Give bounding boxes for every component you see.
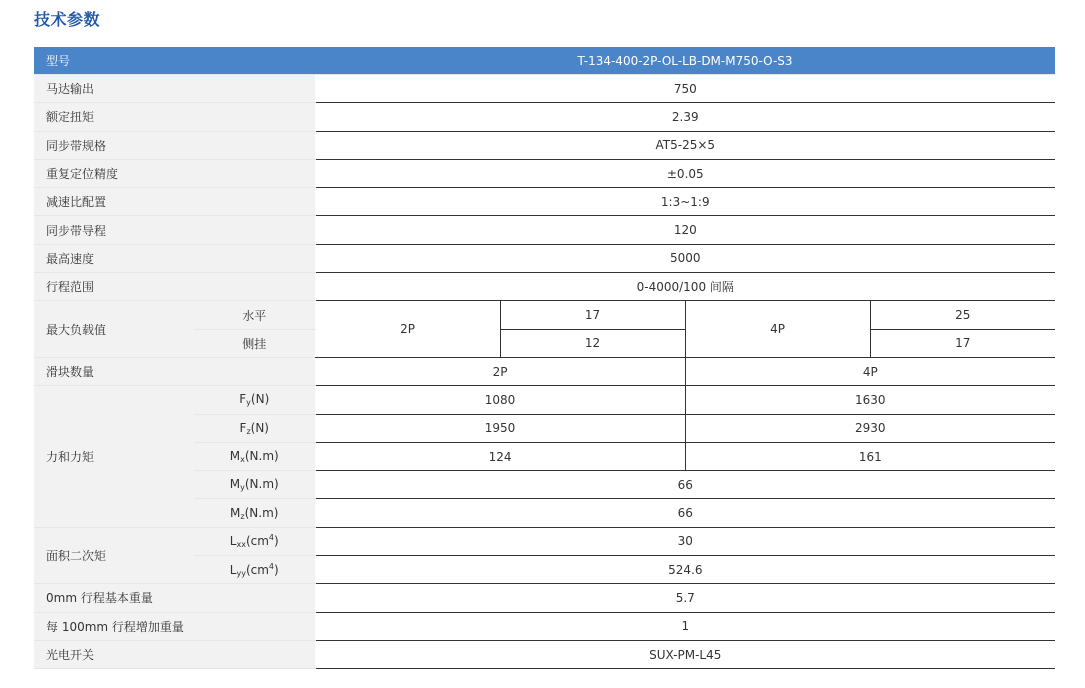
table-row-reduction-ratio	[34, 188, 1055, 216]
fz-4p-value: 2930	[685, 414, 1055, 442]
section-title: 技术参数	[34, 10, 101, 29]
table-row-repeat-accuracy	[34, 159, 1055, 187]
fz-label: $F_z(N)$	[194, 414, 315, 442]
weight-per-100-value: 1	[315, 612, 1055, 640]
slider-count-label: 滑块数量	[34, 357, 315, 385]
my-value: 66	[315, 471, 1055, 499]
lyy-value: 524.6	[315, 556, 1055, 584]
mx-4p-value: 161	[685, 442, 1055, 470]
table-row-motor-output	[34, 75, 1055, 103]
motor-output-value: 750	[315, 75, 1055, 103]
belt-lead-value: 120	[315, 216, 1055, 244]
table-row-max-speed	[34, 244, 1055, 272]
motor-output-label: 马达输出	[34, 75, 315, 103]
max-load-4p-side: 17	[870, 329, 1055, 357]
weight-per-100-label: 每 100mm 行程增加重量	[34, 612, 315, 640]
force-moment-label: 力和力矩	[34, 386, 194, 527]
stroke-range-value: 0-4000/100 间隔	[315, 273, 1055, 301]
my-label: $M_y(N.m)$	[194, 471, 315, 499]
reduction-ratio-value: 1:3~1:9	[315, 188, 1055, 216]
rated-torque-label: 额定扭矩	[34, 103, 315, 131]
max-load-horizontal-label: 水平	[194, 301, 315, 329]
base-weight-label: 0mm 行程基本重量	[34, 584, 315, 612]
table-row-belt-spec	[34, 131, 1055, 159]
model-value: T-134-400-2P-OL-LB-DM-M750-O-S3	[315, 47, 1055, 75]
table-row-photo-switch	[34, 640, 1055, 668]
belt-spec-label: 同步带规格	[34, 131, 315, 159]
max-load-4p-horizontal: 25	[870, 301, 1055, 329]
table-row-fy	[34, 386, 1055, 414]
table-row-max-load-horizontal	[34, 301, 1055, 329]
reduction-ratio-label: 减速比配置	[34, 188, 315, 216]
fy-label: $F_y(N)$	[194, 386, 315, 414]
max-load-2p-horizontal: 17	[500, 301, 685, 329]
stroke-range-label: 行程范围	[34, 273, 315, 301]
max-load-2p-side: 12	[500, 329, 685, 357]
lyy-label: $L_{yy}(cm^4)$	[194, 556, 315, 584]
spec-table	[34, 47, 1055, 669]
max-speed-label: 最高速度	[34, 244, 315, 272]
repeat-accuracy-label: 重复定位精度	[34, 159, 315, 187]
max-load-label: 最大负载值	[34, 301, 194, 358]
table-row-model	[34, 47, 1055, 75]
belt-spec-value: AT5-25×5	[315, 131, 1055, 159]
max-load-side-label: 侧挂	[194, 329, 315, 357]
table-row-base-weight	[34, 584, 1055, 612]
model-label: 型号	[34, 47, 315, 75]
fz-2p-value: 1950	[315, 414, 685, 442]
mx-2p-value: 124	[315, 442, 685, 470]
table-row-stroke-range	[34, 273, 1055, 301]
slider-count-2p: 2P	[315, 357, 685, 385]
table-row-slider-count	[34, 357, 1055, 385]
belt-lead-label: 同步带导程	[34, 216, 315, 244]
fy-2p-value: 1080	[315, 386, 685, 414]
photo-switch-value: SUX-PM-L45	[315, 640, 1055, 668]
max-load-2p-label: 2P	[315, 301, 500, 358]
max-speed-value: 5000	[315, 244, 1055, 272]
slider-count-4p: 4P	[685, 357, 1055, 385]
base-weight-value: 5.7	[315, 584, 1055, 612]
lxx-value: 30	[315, 527, 1055, 555]
repeat-accuracy-value: ±0.05	[315, 159, 1055, 187]
table-row-belt-lead	[34, 216, 1055, 244]
fy-4p-value: 1630	[685, 386, 1055, 414]
mz-label: $M_z(N.m)$	[194, 499, 315, 527]
lxx-label: $L_{xx}(cm^4)$	[194, 527, 315, 555]
table-row-weight-per-100	[34, 612, 1055, 640]
max-load-4p-label: 4P	[685, 301, 870, 358]
area-moment-label: 面积二次矩	[34, 527, 194, 584]
mx-label: $M_x(N.m)$	[194, 442, 315, 470]
mz-value: 66	[315, 499, 1055, 527]
photo-switch-label: 光电开关	[34, 640, 315, 668]
table-row-rated-torque	[34, 103, 1055, 131]
table-row-lxx	[34, 527, 1055, 555]
rated-torque-value: 2.39	[315, 103, 1055, 131]
